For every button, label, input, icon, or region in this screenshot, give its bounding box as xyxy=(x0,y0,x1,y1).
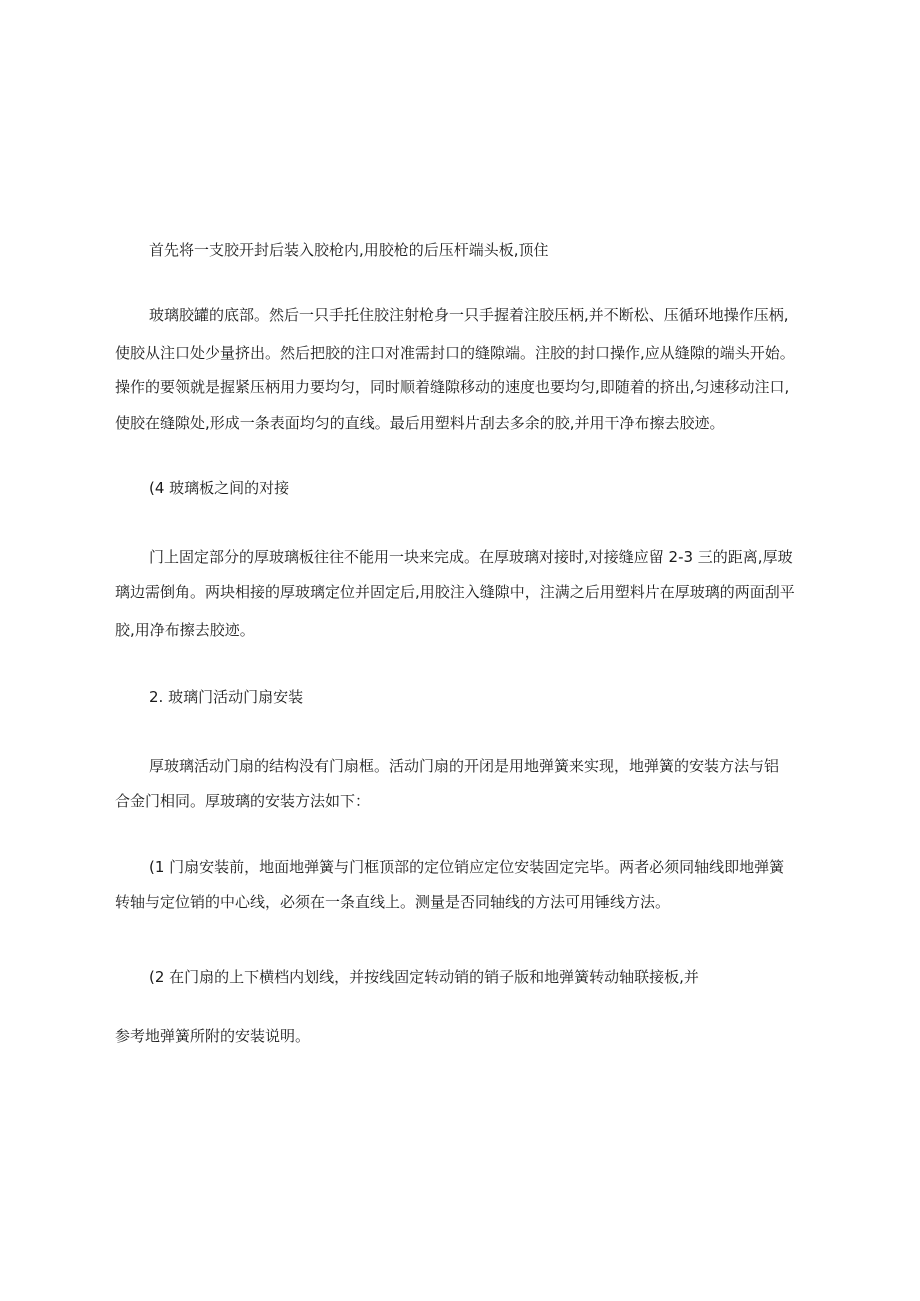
paragraph-4-line-3: 胶,用净布擦去胶迹。 xyxy=(115,621,255,639)
paragraph-7-line-2: 转轴与定位销的中心线，必须在一条直线上。测量是否同轴线的方法可用锤线方法。 xyxy=(115,893,671,911)
section-heading-4: (4 玻璃板之间的对接 xyxy=(149,479,290,497)
paragraph-2-line-1: 玻璃胶罐的底部。然后一只手托住胶注射枪身一只手握着注胶压柄,并不断松、压循环地操作压柄, xyxy=(149,306,789,324)
paragraph-6-line-1: 厚玻璃活动门扇的结构没有门扇框。活动门扇的开闭是用地弹簧来实现，地弹簧的安装方法与铝 xyxy=(149,757,780,775)
paragraph-4-line-2: 璃边需倒角。两块相接的厚玻璃定位并固定后,用胶注入缝隙中，注满之后用塑料片在厚玻璃的两面刮平 xyxy=(115,583,795,601)
paragraph-4-line-1: 门上固定部分的厚玻璃板往往不能用一块来完成。在厚玻璃对接时,对接缝应留 2-3 三的距离,厚玻 xyxy=(149,548,793,566)
section-heading-2: 2. 玻璃门活动门扇安装 xyxy=(149,688,304,706)
paragraph-9-line-1: 参考地弹簧所附的安装说明。 xyxy=(115,1027,311,1045)
paragraph-2-line-4: 使胶在缝隙处,形成一条表面均匀的直线。最后用塑料片刮去多余的胶,并用干净布擦去胶迹。 xyxy=(115,414,725,432)
paragraph-8-line-1: (2 在门扇的上下横档内划线，并按线固定转动销的销子版和地弹簧转动轴联接板,并 xyxy=(149,968,699,986)
paragraph-1-line-1: 首先将一支胶开封后装入胶枪内,用胶枪的后压杆端头板,顶住 xyxy=(149,241,549,259)
paragraph-2-line-2: 使胶从注口处少量挤出。然后把胶的注口对准需封口的缝隙端。注胶的封口操作,应从缝隙的端头开始。 xyxy=(115,344,795,362)
paragraph-7-line-1: (1 门扇安装前，地面地弹簧与门框顶部的定位销应定位安装固定完毕。两者必须同轴线即地弹簧 xyxy=(149,858,785,876)
paragraph-2-line-3: 操作的要领就是握紧压柄用力要均匀，同时顺着缝隙移动的速度也要均匀,即随着的挤出,匀速移动注口, xyxy=(115,378,790,396)
paragraph-6-line-2: 合金门相同。厚玻璃的安装方法如下： xyxy=(115,792,371,810)
